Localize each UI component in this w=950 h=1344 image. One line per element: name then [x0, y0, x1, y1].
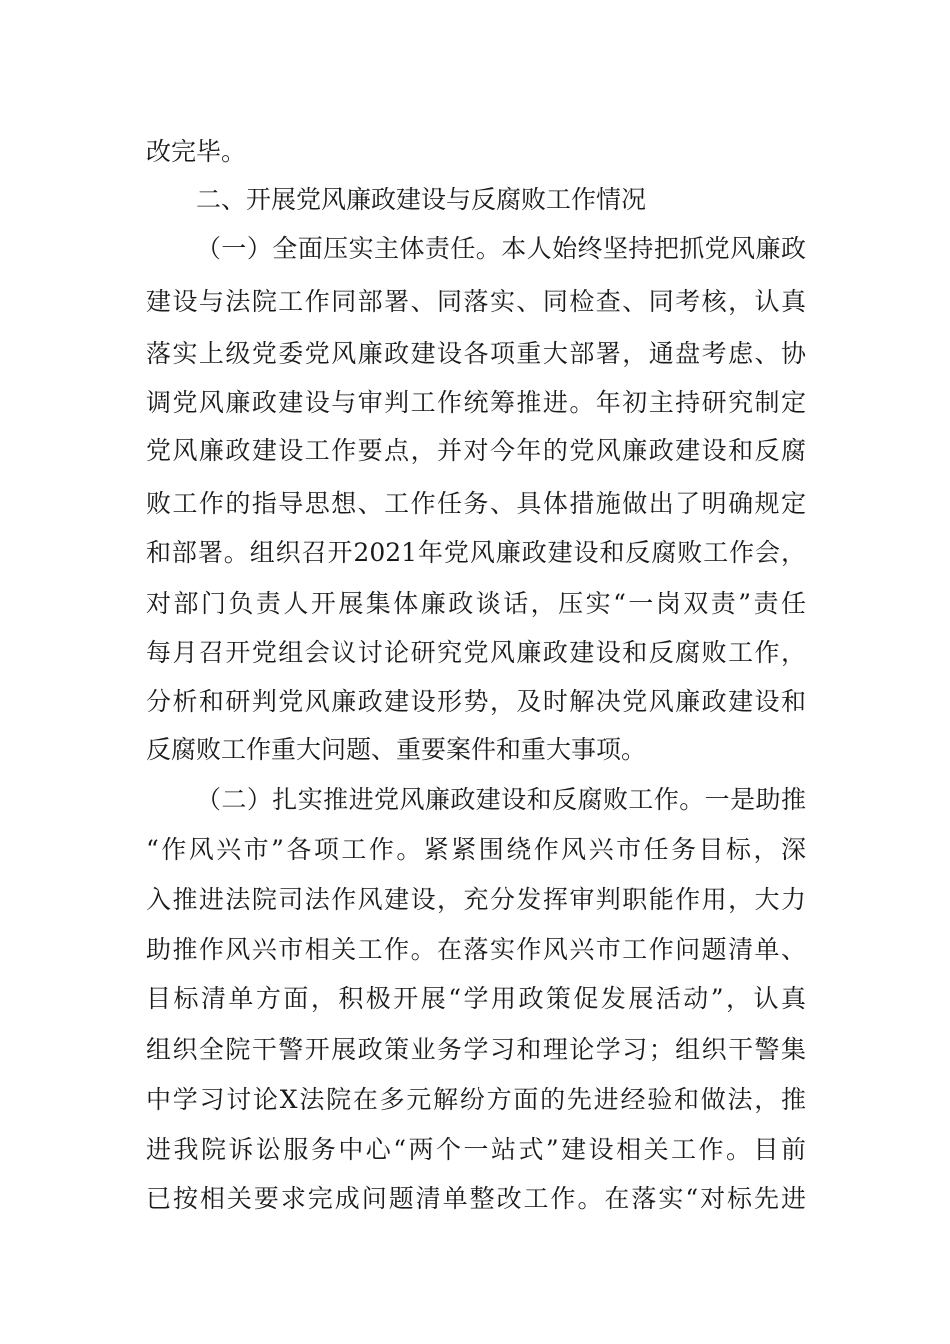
paragraph-line: 分析和研判党风廉政建设形势，及时解决党风廉政建设和 — [146, 687, 806, 716]
paragraph-line: 进我院诉讼服务中心“两个一站式”建设相关工作。目前 — [146, 1135, 806, 1164]
section-heading: 二、开展党风廉政建设与反腐败工作情况 — [196, 185, 647, 214]
paragraph-line: 调党风廉政建设与审判工作统筹推进。年初主持研究制定 — [146, 388, 806, 417]
paragraph-line: （二）扎实推进党风廉政建设和反腐败工作。一是助推 — [196, 785, 806, 814]
paragraph-line: 反腐败工作重大问题、重要案件和重大事项。 — [146, 735, 647, 764]
paragraph-line: 和部署。组织召开2021年党风廉政建设和反腐败工作会， — [146, 538, 806, 567]
paragraph-line: 入推进法院司法作风建设，充分发挥审判职能作用，大力 — [146, 885, 806, 914]
paragraph-line: 组织全院干警开展政策业务学习和理论学习；组织干警集 — [146, 1035, 806, 1064]
paragraph-line: 目标清单方面，积极开展“学用政策促发展活动”，认真 — [146, 984, 806, 1013]
paragraph-line: 党风廉政建设工作要点，并对今年的党风廉政建设和反腐 — [146, 436, 806, 465]
paragraph-line: 改完毕。 — [146, 137, 247, 166]
paragraph-line: 对部门负责人开展集体廉政谈话，压实“一岗双责”责任 — [146, 589, 806, 618]
paragraph-line: 每月召开党组会议讨论研究党风廉政建设和反腐败工作， — [146, 638, 806, 667]
paragraph-line: （一）全面压实主体责任。本人始终坚持把抓党风廉政 — [196, 234, 806, 263]
paragraph-line: 中学习讨论X法院在多元解纷方面的先进经验和做法，推 — [146, 1085, 806, 1114]
paragraph-line: 建设与法院工作同部署、同落实、同检查、同考核，认真 — [146, 287, 806, 316]
paragraph-line: 败工作的指导思想、工作任务、具体措施做出了明确规定 — [146, 489, 806, 518]
paragraph-line: 落实上级党委党风廉政建设各项重大部署，通盘考虑、协 — [146, 339, 806, 368]
paragraph-line: 助推作风兴市相关工作。在落实作风兴市工作问题清单、 — [146, 935, 806, 964]
paragraph-line: 已按相关要求完成问题清单整改工作。在落实“对标先进 — [146, 1184, 806, 1213]
paragraph-line: “作风兴市”各项工作。紧紧围绕作风兴市任务目标，深 — [146, 835, 806, 864]
